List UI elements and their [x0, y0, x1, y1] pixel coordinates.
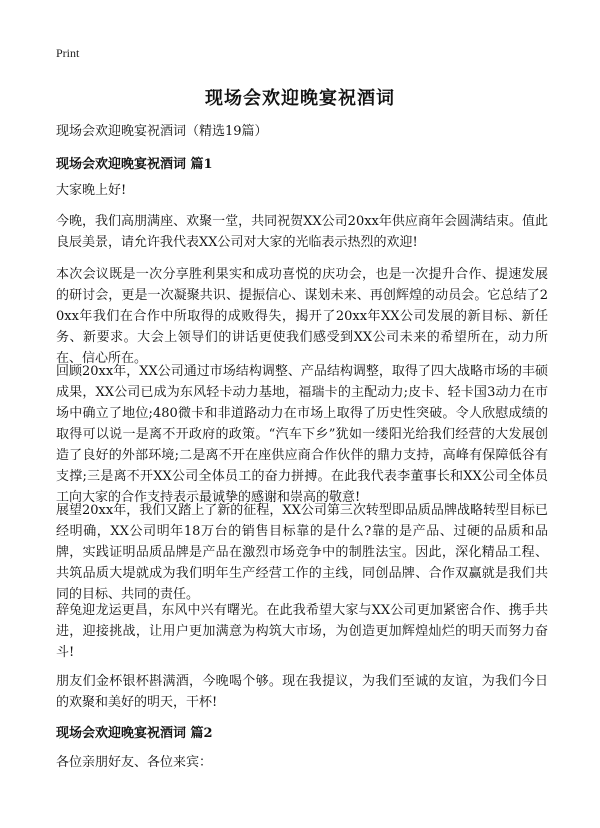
greeting-2: 各位亲朋好友、各位来宾：	[56, 755, 213, 770]
paragraph: 回顾20xx年，XX公司通过市场结构调整、产品结构调整，取得了四大战略市场的丰硕成果，XX公司已成为东风轻卡动力基地，福瑞卡的主配动力;皮卡、轻卡国3动力在市场中确立了地位;480微卡和非道路动力在市场上取得了历史性突破。令人欣慰成绩的取得可以说一是离不开政府的政策。“汽车下乡”犹如一缕阳光给我们经营的大发展创造了良好的外部环境;二是离不开在座供应商合作伙伴的鼎力支持，高峰有保障低谷有支撑;三是离不开XX公司全体员工的奋力拼搏。在此我代表李董事长和XX公司全体员工向大家的合作支持表示最诚挚的感谢和崇高的敬意!	[56, 364, 548, 505]
section-heading-1: 现场会欢迎晚宴祝酒词 篇1	[56, 157, 213, 172]
paragraph: 本次会议既是一次分享胜利果实和成功喜悦的庆功会，也是一次提升合作、提速发展的研讨会，更是一次凝聚共识、提振信心、谋划未来、再创辉煌的动员会。它总结了20xx年我们在合作中所取得的成败得失，揭开了20xx年XX公司发展的新目标、新任务、新要求。大会上领导们的讲话更使我们感受到XX公司未来的希望所在，动力所在、信心所在。	[56, 267, 548, 366]
section-heading-2: 现场会欢迎晚宴祝酒词 篇2	[56, 726, 213, 741]
document-subtitle: 现场会欢迎晚宴祝酒词（精选19篇）	[56, 124, 268, 139]
paragraph: 辞兔迎龙运更昌，东风中兴有曙光。在此我希望大家与XX公司更加紧密合作、携手共进，迎接挑战，让用户更加满意为构筑大市场，为创造更加辉煌灿烂的明天而努力奋斗!	[56, 603, 548, 660]
paragraph: 今晚，我们高朋满座、欢聚一堂，共同祝贺XX公司20xx年供应商年会圆满结束。值此良辰美景，请允许我代表XX公司对大家的光临表示热烈的欢迎!	[56, 214, 548, 250]
print-link[interactable]: Print	[56, 46, 80, 60]
greeting-1: 大家晚上好!	[56, 183, 127, 198]
document-title: 现场会欢迎晚宴祝酒词	[205, 88, 395, 109]
paragraph: 朋友们金杯银杯斟满酒，今晚喝个够。现在我提议，为我们至诚的友谊，为我们今日的欢聚和美好的明天，干杯!	[56, 674, 548, 710]
paragraph: 展望20xx年，我们又踏上了新的征程，XX公司第三次转型即品质品牌战略转型目标已经明确，XX公司明年18万台的销售目标靠的是什么?靠的是产品、过硬的品质和品牌，实践证明品质品牌是产品在激烈市场竞争中的制胜法宝。因此，深化精品工程、共筑品质大堤就成为我们明年生产经营工作的主线，同创品牌、合作双赢就是我们共同的目标、共同的责任。	[56, 503, 548, 602]
